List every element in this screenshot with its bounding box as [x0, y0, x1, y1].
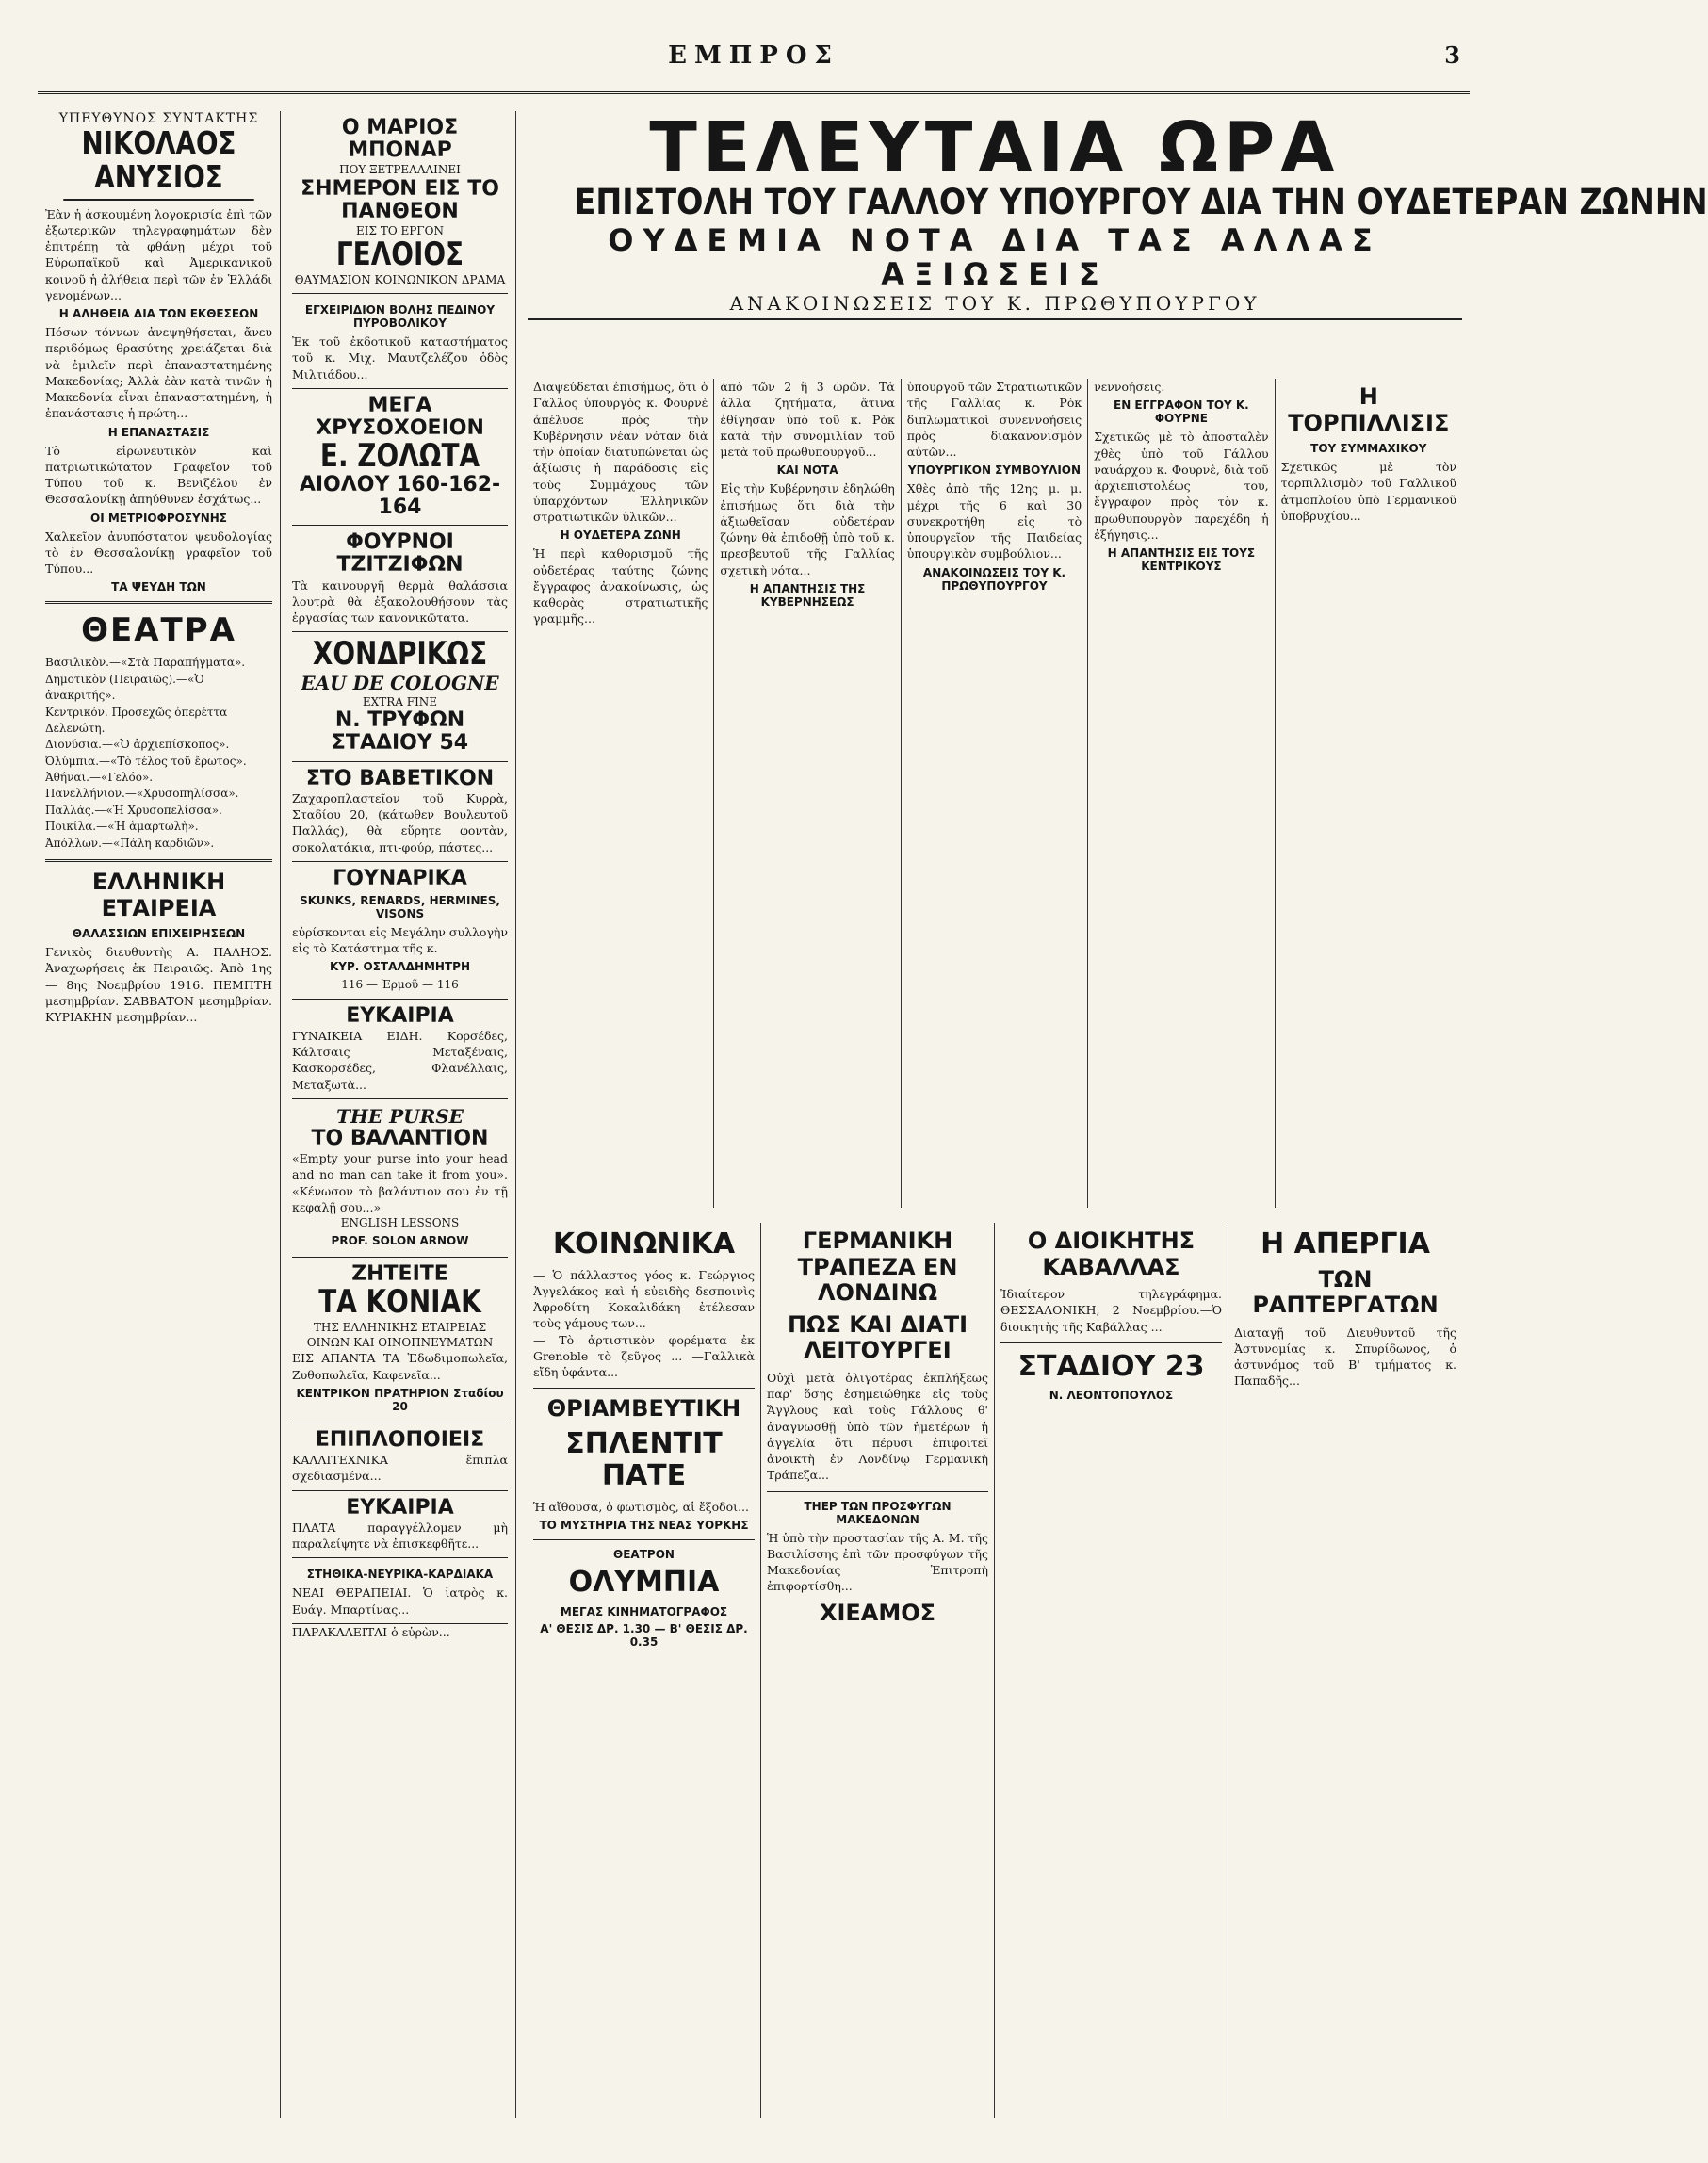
ad-headline: ΣΗΜΕΡΟΝ ΕΙΣ ΤΟ ΠΑΝΘΕΟΝ — [301, 176, 499, 223]
ad-text: ΠΑΡΑΚΑΛΕΙΤΑΙ ὁ εὑρὼν... — [292, 1624, 450, 1639]
article-subhead: ΤΩΝ ΡΑΠΤΕΡΓΑΤΩΝ — [1252, 1265, 1439, 1319]
page-number: 3 — [1444, 41, 1460, 69]
ad-line: EAU DE COLOGNE — [301, 672, 499, 694]
ad-address: 116 — Ἑρμοῦ — 116 — [341, 978, 459, 992]
ad-text: Τὰ καινουργῆ θερμὰ θαλάσσια λουτρὰ θὰ ἐξακολουθήσουν τὰς ἐργασίας των κανονικῶτατα. — [292, 577, 508, 626]
article-paragraph: Χθὲς ἀπὸ τῆς 12ης μ. μ. μέχρι τῆς 6 καὶ 30 συνεκροτήθη εἰς τὸ ὑπουργεῖον τῆς Παιδείας ὑπουργικὸν συμβούλιον... — [906, 481, 1082, 561]
article-paragraph: Ἰδιαίτερον τηλεγράφημα. ΘΕΣΣΑΛΟΝΙΚΗ, 2 Νοεμβρίου.—Ὁ διοικητὴς τῆς Καβάλλας ... — [1000, 1287, 1222, 1334]
article-headline: Η ΑΠΕΡΓΙΑ — [1261, 1228, 1430, 1260]
news-subcolumn — [1088, 379, 1275, 1208]
main-subheadline-3: ΑΝΑΚΟΙΝΩΣΕΙΣ ΤΟΥ Κ. ΠΡΩΘΥΠΟΥΡΓΟΥ — [528, 292, 1462, 320]
ad-line: ΚΥΡ. ΟΣΤΑΛΔΗΜΗΤΡΗ — [329, 960, 470, 974]
ad-line: Ν. ΛΕΟΝΤΟΠΟΥΛΟΣ — [1049, 1389, 1174, 1403]
society-heading: ΚΟΙΝΩΝΙΚΑ — [552, 1228, 736, 1260]
society-column — [528, 1223, 761, 2118]
theatre-listing — [45, 655, 272, 852]
ad-headline: ΕΠΙΠΛΟΠΟΙΕΙΣ — [315, 1427, 485, 1452]
ad-headline: ΤΟ ΒΑΛΑΝΤΙΟΝ — [311, 1126, 489, 1150]
ad-cologne — [292, 632, 508, 761]
article-paragraph: Ἡ ὑπὸ τὴν προστασίαν τῆς Α. Μ. τῆς Βασιλίσσης ἐπὶ τῶν προσφύγων τῆς Μακεδονίας Ἐπιτροπὴ ἐπιφορτίσθη... — [767, 1530, 988, 1594]
cinema-ad-title: ΣΠΛΕΝΤΙΤ ΠΑΤΕ — [565, 1426, 723, 1493]
ad-headline: ΣΤΗΘΙΚΑ-ΝΕΥΡΙΚΑ-ΚΑΡΔΙΑΚΑ — [306, 1568, 494, 1582]
ad-headline: ΜΕΓΑ ΧΡΥΣΟΧΟΕΙΟΝ — [316, 393, 484, 440]
divider — [45, 601, 272, 604]
ad-text: Ζαχαροπλαστεῖον τοῦ Κυρρὰ, Σταδίου 20, (κάτωθεν Βουλευτοῦ Παλλάς), θὰ εὕρητε φοντὰν, σοκολατάκια, πτι-φούρ, πάστες... — [292, 790, 508, 854]
ad-cognac — [292, 1258, 508, 1423]
ad-headline: ΣΤΑΔΙΟΥ 23 — [1017, 1349, 1205, 1383]
article-paragraph: Χαλκεῖον ἀνυπόστατον ψευδολογίας τὸ ἐν Θεσσαλονίκῃ γραφεῖον τοῦ Τύπου... — [45, 529, 272, 577]
article-headline: Ο ΔΙΟΙΚΗΤΗΣ ΚΑΒΑΛΛΑΣ — [1027, 1228, 1196, 1280]
article-paragraph: Σχετικῶς μὲ τὸ ἀποσταλὲν χθὲς ὑπὸ τοῦ Γάλλου ναυάρχου κ. Φουρνὲ, διὰ τοῦ ἀρχιεπιστολέως του, ἔγγραφον πρὸς τὸν κ. πρωθυπουργὸν παρεχέδη ἡ ἐξήγησις... — [1094, 430, 1269, 542]
olympia-title: ΟΛΥΜΠΙΑ — [568, 1566, 720, 1600]
theatre-item: Διονύσια.—«Ὁ ἀρχιεπίσκοπος». — [45, 738, 230, 752]
news-subcolumn — [714, 379, 901, 1208]
kavala-column — [995, 1223, 1228, 2118]
theatre-item: Ἀθήναι.—«Γελόο». — [45, 771, 154, 785]
article-subhead: Η ΑΠΑΝΤΗΣΙΣ ΤΗΣ ΚΥΒΕΡΝΗΣΕΩΣ — [749, 581, 866, 609]
news-subcolumns — [528, 379, 1462, 1208]
article-subhead: ΚΑΙ ΝΟΤΑ — [776, 464, 838, 478]
article-subhead: Η ΑΠΑΝΤΗΣΙΣ ΕΙΣ ΤΟΥΣ ΚΕΝΤΡΙΚΟΥΣ — [1107, 546, 1256, 573]
ad-headline: ΤΑ ΚΟΝΙΑΚ — [318, 1283, 481, 1322]
ad-eukairia-2 — [292, 1491, 508, 1559]
article-subhead: ΤΟΥ ΣΥΜΜΑΧΙΚΟΥ — [1310, 442, 1427, 456]
article-subhead: ΠΩΣ ΚΑΙ ΔΙΑΤΙ ΛΕΙΤΟΥΡΓΕΙ — [787, 1310, 968, 1364]
ad-text: ΝΕΑΙ ΘΕΡΑΠΕΙΑΙ. Ὁ ἰατρὸς κ. Ευάγ. Μπαρτίνας... — [292, 1586, 508, 1617]
column-1 — [38, 111, 281, 2118]
ad-headline: ΣΤΟ ΒΑΒΕΤΙΚΟΝ — [305, 766, 495, 790]
theatre-item: Ποικίλα.—«Ἡ ἁμαρτωλὴ». — [45, 820, 199, 834]
theatre-item: Πανελλήνιον.—«Χρυσοπηλίσσα». — [45, 787, 239, 801]
article-paragraph: ἀπὸ τῶν 2 ἢ 3 ὡρῶν. Τὰ ἄλλα ζητήματα, ἅτινα ἐθίγησαν ὑπὸ τοῦ κ. Ρὸκ κατὰ τὴν συνομιλίαν τοῦ μετὰ τοῦ πρωθυπουργοῦ... — [720, 380, 895, 459]
divider — [533, 1539, 755, 1540]
masthead — [38, 38, 1470, 94]
article-paragraph: Σχετικῶς μὲ τὸν τορπιλλισμὸν τοῦ Γαλλικοῦ ἀτμοπλοίου ὑπὸ Γερμανικοῦ ὑποβρυχίου... — [1280, 460, 1456, 523]
ad-address: ΑΙΟΛΟΥ 160-162-164 — [299, 472, 501, 519]
shipping-company-subtitle: ΘΑΛΑΣΣΙΩΝ ΕΠΙΧΕΙΡΗΣΕΩΝ — [72, 927, 246, 941]
ad-purse — [292, 1099, 508, 1258]
article-paragraph: ὑπουργοῦ τῶν Στρατιωτικῶν τῆς Γαλλίας κ. Ρὸκ διπλωματικοὶ συνεννοήσεις πρὸς διακανονισμὸν αὐτῶν... — [906, 380, 1082, 459]
article-paragraph: Εἰς τὴν Κυβέρνησιν ἐδηλώθη ἐπισήμως ὅτι διὰ τὴν ἀξιωθεῖσαν οὐδετέραν ζώνην θὰ ἐπιδοθῇ ὑπὸ τοῦ κ. πρεσβευτοῦ τῆς Γαλλίας σχετικὴ νότα... — [720, 481, 895, 577]
strike-column — [1228, 1223, 1462, 2118]
ad-line: ENGLISH LESSONS — [340, 1216, 460, 1229]
article-paragraph: Πόσων τόννων ἀνεψηθήσεται, ἄνευ περιδόμως θρασύτης χρειάζεται διὰ νὰ ἐμιλεῖν περὶ ἐπαναστατημένης Μακεδονίας; Ἀλλὰ ἐὰν κατὰ τινῶν ἡ Μακεδονία εἶναι ἐπαναστατημένη, ἡ ἐπανάστασις ἡ πρώτη... — [45, 325, 272, 421]
article-subhead: Η ΑΛΗΘΕΙΑ ΔΙΑ ΤΩΝ ΕΚΘΕΣΕΩΝ — [58, 307, 259, 321]
article-headline: ΧΙΕΑΜΟΣ — [819, 1599, 936, 1626]
ad-line: ΘΑΥΜΑΣΙΟΝ ΚΟΙΝΩΝΙΚΟΝ ΔΡΑΜΑ — [294, 272, 506, 286]
article-paragraph: Τὸ εἰρωνευτικὸν καὶ πατριωτικώτατον Γραφεῖον τοῦ Τύπου τοῦ κ. Βενιζέλου ἐν Θεσσαλονίκῃ ἀπηύθυνεν ἐσχάτως... — [45, 443, 272, 507]
ad-furniture — [292, 1423, 508, 1491]
ad-line: SKUNKS, RENARDS, HERMINES, VISONS — [300, 893, 500, 920]
ad-line: THE PURSE — [336, 1104, 464, 1128]
masthead-title: ΕΜΠΡΟΣ — [668, 41, 839, 70]
article-headline: ΤΗΕΡ ΤΩΝ ΠΡΟΣΦΥΓΩΝ ΜΑΚΕΔΟΝΩΝ — [804, 1499, 952, 1526]
theatre-item: Ἀπόλλων.—«Πάλη καρδιῶν». — [45, 836, 215, 850]
article-paragraph: Διαταγῇ τοῦ Διευθυντοῦ τῆς Ἀστυνομίας κ. Σπυρίδωνος, ὁ ἀστυνόμος τοῦ Β' τμήματος κ. Παπαδῆς... — [1234, 1325, 1456, 1389]
news-subcolumn — [528, 379, 714, 1208]
theatre-item: Κεντρικόν. Προσεχῶς ὀπερέττα Δελενώτη. — [45, 705, 228, 735]
ad-address: ΚΕΝΤΡΙΚΟΝ ΠΡΑΤΗΡΙΟΝ Σταδίου 20 — [296, 1386, 504, 1413]
article-subhead: ΥΠΟΥΡΓΙΚΟΝ ΣΥΜΒΟΥΛΙΟΝ — [907, 464, 1082, 478]
article-paragraph: Ἐὰν ἡ ἀσκουμένη λογοκρισία ἐπὶ τῶν ἐξωτερικῶν τηλεγραφημάτων δὲν ἐπιτρέπῃ τὰ φθάνῃ μέχρι τοῦ Εὐρωπαϊκοῦ καὶ Ἀμερικανικοῦ κοινοῦ ἡ ἀλήθεια περὶ τῶν ἐν Ἑλλάδι γενομένων... — [45, 206, 272, 302]
divider — [533, 1388, 755, 1389]
theatre-item: Παλλάς.—«Ἡ Χρυσοπελίσσα». — [45, 803, 222, 817]
column-2-ads — [285, 111, 516, 2118]
main-subheadline-2: ΟΥΔΕΜΙΑ ΝΟΤΑ ΔΙΑ ΤΑΣ ΑΛΛΑΣ ΑΞΙΩΣΕΙΣ — [608, 221, 1382, 293]
author-name: ΝΙΚΟΛΑΟΣ ΑΝΥΣΙΟΣ — [63, 126, 253, 201]
article-paragraph: — Τὸ ἀρτιστικὸν φορέματα ἐκ Grenoble τὸ ζεῦγος ... —Γαλλικὰ εἴδη ὑφάντα... — [533, 1332, 755, 1379]
ad-line: ΕΙΣ ΤΟ ΕΡΓΟΝ — [356, 223, 444, 237]
bank-column — [761, 1223, 995, 2118]
ad-headline: Ε. ΖΟΛΩΤΑ — [319, 437, 480, 476]
article-headline: Η ΤΟΡΠΙΛΛΙΣΙΣ — [1288, 383, 1450, 436]
theatre-item: Ὀλύμπια.—«Τὸ τέλος τοῦ ἔρωτος». — [45, 754, 247, 768]
theatre-heading: ΘΕΑΤΡΑ — [81, 611, 236, 650]
main-news-section — [520, 107, 1708, 2118]
ad-text: ΠΛΑΤΑ παραγγέλλομεν μὴ παραλείψητε νὰ ἐπισκεφθῆτε... — [292, 1520, 508, 1552]
ad-headline: ΦΟΥΡΝΟΙ ΤΖΙΤΖΙΦΩΝ — [336, 530, 464, 577]
article-paragraph: Διαψεύδεται ἐπισήμως, ὅτι ὁ Γάλλος ὑπουργὸς κ. Φουρνὲ ἀπέλυσε πρὸς τὴν Κυβέρνησιν νέαν νόταν διὰ τὴν ὁποίαν διατυπώνεται ὡς ἀξίωσις ἡ παράδοσις εἰς τοὺς Συμμάχους τῶν ὑπαρχόντων Ἑλληνικῶν στρατιωτικῶν ὑλικῶν... — [533, 380, 708, 524]
olympia-subtitle: ΜΕΓΑΣ ΚΙΝΗΜΑΤΟΓΡΑΦΟΣ — [560, 1604, 728, 1618]
article-subhead: ΤΑ ΨΕΥΔΗ ΤΩΝ — [111, 580, 206, 594]
article-paragraph: νεννοήσεις. — [1094, 380, 1165, 394]
theatre-item: Βασιλικὸν.—«Στὰ Παραπήγματα». — [45, 656, 246, 670]
film-title: ΤΟ ΜΥΣΤΗΡΙΑ ΤΗΣ ΝΕΑΣ ΥΟΡΚΗΣ — [539, 1519, 749, 1533]
ad-headline: ΘΡΙΑΜΒΕΥΤΙΚΗ — [546, 1395, 741, 1423]
ad-text: Ἐκ τοῦ ἐκδοτικοῦ καταστήματος τοῦ κ. Μιχ. Μαυτζελέζου ὁδὸς Μιλτιάδου... — [292, 334, 508, 382]
ad-headline: ΧΟΝΔΡΙΚΩΣ — [312, 635, 488, 674]
ad-headline: ΕΥΚΑΙΡΙΑ — [346, 1003, 454, 1028]
ad-line: Ο ΜΑΡΙΟΣ ΜΠΟΝΑΡ — [341, 116, 459, 163]
divider — [767, 1491, 988, 1492]
ad-headline: ΕΓΧΕΙΡΙΔΙΟΝ ΒΟΛΗΣ ΠΕΔΙΝΟΥ ΠΥΡΟΒΟΛΙΚΟΥ — [304, 303, 496, 330]
ad-line: ΤΗΣ ΕΛΛΗΝΙΚΗΣ ΕΤΑΙΡΕΙΑΣ ΟΙΝΩΝ ΚΑΙ ΟΙΝΟΠΝΕΥΜΑΤΩΝ — [306, 1321, 494, 1350]
article-paragraph: Ἡ περὶ καθορισμοῦ τῆς οὐδετέρας ταύτης ζώνης ἔγγραφος ἀνακοίνωσις, ὡς καθορὰς στρατιωτικῆς γραμμῆς... — [533, 546, 708, 626]
author-role: ΥΠΕΥΘΥΝΟΣ ΣΥΝΤΑΚΤΗΣ — [58, 111, 259, 126]
article-subhead: Η ΟΥΔΕΤΕΡΑ ΖΩΝΗ — [560, 529, 681, 543]
shipping-company-title: ΕΛΛΗΝΙΚΗ ΕΤΑΙΡΕΙΑ — [91, 869, 226, 921]
main-subheadline: ΕΠΙΣΤΟΛΗ ΤΟΥ ΓΑΛΛΟΥ ΥΠΟΥΡΓΟΥ ΔΙΑ ΤΗΝ ΟΥΔΕΤΕΡΑΝ ΖΩΝΗΝ — [574, 182, 1708, 222]
article-subhead: ΕΝ ΕΓΓΡΑΦΟΝ ΤΟΥ Κ. ΦΟΥΡΝΕ — [1114, 398, 1249, 426]
article-headline: ΓΕΡΜΑΝΙΚΗ ΤΡΑΠΕΖΑ ΕΝ ΛΟΝΔΙΝΩ — [797, 1228, 958, 1307]
ad-text: ΓΥΝΑΙΚΕΙΑ ΕΙΔΗ. Κορσέδες, Κάλτσαις Μεταξέναις, Κασκορσέδες, Φλανέλλαις, Μεταξωτὰ... — [292, 1028, 508, 1092]
ad-address: Ν. ΤΡΥΦΩΝ ΣΤΑΔΙΟΥ 54 — [331, 708, 469, 756]
article-subhead: ΑΝΑΚΟΙΝΩΣΕΙΣ ΤΟΥ Κ. ΠΡΩΘΥΠΟΥΡΓΟΥ — [922, 565, 1066, 593]
theatre-label: ΘΕΑΤΡΟΝ — [613, 1548, 675, 1562]
ticket-prices: Α' ΘΕΣΙΣ ΔΡ. 1.30 — Β' ΘΕΣΙΣ ΔΡ. 0.35 — [540, 1621, 748, 1649]
divider — [1000, 1342, 1222, 1343]
ad-text: Ἡ αἴθουσα, ὁ φωτισμὸς, αἱ ἔξοδοι... — [533, 1499, 749, 1514]
ad-baths — [292, 526, 508, 632]
ad-text: ΚΑΛΛΙΤΕΧΝΙΚΑ ἔπιπλα σχεδιασμένα... — [292, 1453, 508, 1484]
ad-jeweller — [292, 389, 508, 526]
news-subcolumn — [902, 379, 1088, 1208]
ad-line: EXTRA FINE — [362, 695, 438, 708]
news-subcolumn — [1276, 379, 1462, 1208]
ad-text: «Empty your purse into your head and no man can take it from you». «Κένωσον τὸ βαλάντιον σου ἐν τῇ κεφαλῇ σου...» — [292, 1151, 508, 1214]
article-subhead: Η ΕΠΑΝΑΣΤΑΣΙΣ — [107, 425, 210, 439]
ad-patisserie — [292, 762, 508, 862]
lower-section — [528, 1223, 1462, 2118]
ad-headline: ΓΟΥΝΑΡΙΚΑ — [333, 866, 467, 890]
ad-manual — [292, 294, 508, 389]
article-paragraph: — Ὁ πάλλαστος γόος κ. Γεώργιος Ἀγγελάκος καὶ ἡ εὐειδὴς δεσποινὶς Ἀφροδίτη Κοκαλιδάκη ἐτέλεσαν τοὺς γάμους των... — [533, 1267, 755, 1331]
ad-furs — [292, 862, 508, 1000]
ad-line: ΠΟΥ ΞΕΤΡΕΛΛΑΙΝΕΙ — [339, 163, 461, 177]
ad-text: εὐρίσκονται εἰς Μεγάλην συλλογὴν εἰς τὸ Κατάστημα τῆς κ. — [292, 924, 508, 956]
theatre-item: Δημοτικὸν (Πειραιῶς).—«Ὁ ἀνακριτής». — [45, 672, 204, 703]
article-paragraph: Οὐχὶ μετὰ ὀλιγοτέρας ἐκπλήξεως παρ' ὅσης ἐσημειώθηκε εἰς τοὺς Ἄγγλους καὶ τοὺς Γάλλους θ' ἀναγνωσθῇ ὑπὸ τῶν ἡμετέρων ἡ ἀγγελία ὅτι πέρυσι ἐπιφοιτεῖ ἀνοικτὴ ἐν Λονδίνῳ Γερμανικὴ Τράπεζα... — [767, 1370, 988, 1483]
ad-headline: ΓΕΛΟΙΟΣ — [335, 236, 464, 274]
ad-pantheon — [292, 111, 508, 294]
main-headline: ΤΕΛΕΥΤΑΙΑ ΩΡΑ — [649, 107, 1341, 188]
ad-line: PROF. SOLON ARNOW — [331, 1234, 469, 1248]
ad-eukairia — [292, 1000, 508, 1099]
divider — [45, 859, 272, 862]
ad-line: ΖΗΤΕΙΤΕ — [351, 1262, 448, 1287]
ad-medical — [292, 1558, 508, 1624]
shipping-schedule: Γενικὸς διευθυντὴς Α. ΠΑΛΗΟΣ. Ἀναχωρήσεις ἐκ Πειραιῶς. Ἀπὸ 1ης — 8ης Νοεμβρίου 1916. ΠΕΜΠΤΗ μεσημβρίαν. ΣΑΒΒΑΤΟΝ μεσημβρίαν. ΚΥΡΙΑΚΗΝ μεσημβρίαν... — [45, 945, 272, 1025]
ad-headline: ΕΥΚΑΙΡΙΑ — [346, 1495, 454, 1520]
ad-text: ΕΙΣ ΑΠΑΝΤΑ ΤΑ Ἑδωδιμοπωλεῖα, Ζυθοπωλεῖα, Καφενεῖα... — [292, 1351, 508, 1382]
article-subhead: ΟΙ ΜΕΤΡΙΟΦΡΟΣΥΝΗΣ — [90, 511, 227, 525]
newspaper-page — [38, 38, 1708, 2125]
